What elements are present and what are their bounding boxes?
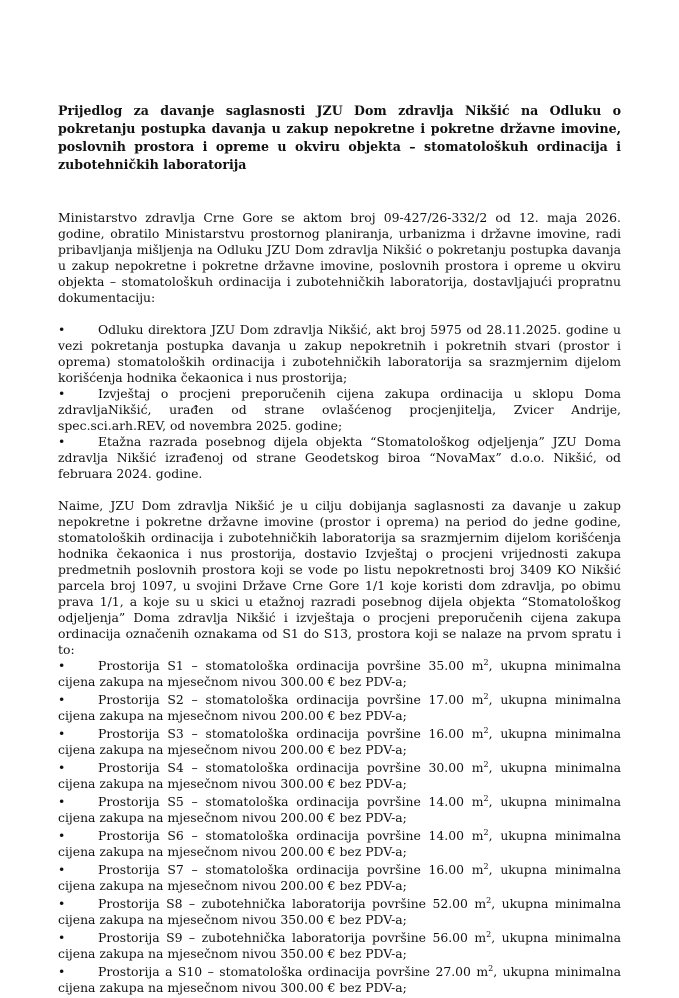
bullet-icon: •	[58, 862, 66, 877]
list-item: • Prostorija S9 – zubotehnička laboratorija površine 56.00 $m^2$, ukupna minimalna cijena zakupa na mjesečnom nivou 350.00 € bez PDV-a;	[58, 929, 621, 961]
list-item: • Prostorija S2 – stomatološka ordinacija površine 17.00 $m^2$, ukupna minimalna cijena zakupa na mjesečnom nivou 200.00 € bez PDV-a;	[58, 691, 621, 723]
rooms-list	[58, 658, 621, 996]
list-item: • Prostorija S1 – stomatološka ordinacija površine 35.00 $m^2$, ukupna minimalna cijena zakupa na mjesečnom nivou 300.00 € bez PDV-a;	[58, 657, 621, 689]
list-item: • Prostorija S8 – zubotehnička laboratorija površine 52.00 $m^2$, ukupna minimalna cijena zakupa na mjesečnom nivou 350.00 € bez PDV-a;	[58, 895, 621, 927]
bullet-icon: •	[58, 386, 66, 401]
intro-paragraph: Ministarstvo zdravlja Crne Gore se aktom broj 09-427/26-332/2 od 12. maja 2026. godine, obratilo Ministarstvu prostornog planiranja, urbanizma i državne imovine, radi pribavljanja mišljenja na Odluku JZU Dom zdravlja Nikšić o pokretanju postupka davanja u zakup nepokretne i pokretne državne imovine, poslovnih prostora i opreme u okviru objekta – stomatološkuh ordinacija i zubotehničkih laboratorija, dostavljajući propratnu dokumentaciju:	[58, 210, 621, 305]
bullet-icon: •	[58, 322, 66, 337]
list-item: • Prostorija S4 – stomatološka ordinacija površine 30.00 $m^2$, ukupna minimalna cijena zakupa na mjesečnom nivou 300.00 € bez PDV-a;	[58, 759, 621, 791]
document-page	[58, 102, 621, 998]
bullet-icon: •	[58, 930, 66, 945]
body-paragraph: Naime, JZU Dom zdravlja Nikšić je u cilju dobijanja saglasnosti za davanje u zakup nepokretne i pokretne državne imovine (prostor i oprema) na period do jedne godine, stomatoloških ordinacija i zubotehničkih laboratorija sa srazmjernim dijelom korišćenja hodnika čekaonica i nus prostorija, dostavio Izvještaj o procjeni vrijednosti zakupa predmetnih poslovnih prostora koji se vode po listu nepokretnosti broj 3409 KO Nikšić parcela broj 1097, u svojini Države Crne Gore 1/1 koje koristi dom zdravlja, po obimu prava 1/1, a koje su u skici u etažnoj razradi posebnog dijela objekta “Stomatološkog odjeljenja” Doma zdravlja Nikšić i izvještaja o procjeni preporučenih cijena zakupa ordinacija označenih oznakama od S1 do S13, prostora koji se nalaze na prvom spratu i to:	[58, 498, 621, 657]
list-item: • Prostorija S5 – stomatološka ordinacija površine 14.00 $m^2$, ukupna minimalna cijena zakupa na mjesečnom nivou 200.00 € bez PDV-a;	[58, 793, 621, 825]
bullet-icon: •	[58, 964, 66, 979]
bullet-icon: •	[58, 726, 66, 741]
list-item: • Izvještaj o procjeni preporučenih cijena zakupa ordinacija u sklopu Doma zdravljaNikšić, urađen od strane ovlašćenog procjenjitelja, Zvicer Andrije, spec.sci.arh.REV, od novembra 2025. godine;	[58, 386, 621, 433]
list-item: • Etažna razrada posebnog dijela objekta “Stomatološkog odjeljenja” JZU Doma zdravlja Nikšić izrađenoj od strane Geodetskog biroa “NovaMax” d.o.o. Nikšić, od februara 2024. godine.	[58, 434, 621, 481]
bullet-icon: •	[58, 794, 66, 809]
list-item: • Prostorija S7 – stomatološka ordinacija površine 16.00 $m^2$, ukupna minimalna cijena zakupa na mjesečnom nivou 200.00 € bez PDV-a;	[58, 861, 621, 893]
list-item: • Prostorija a S10 – stomatološka ordinacija površine 27.00 $m^2$, ukupna minimalna cijena zakupa na mjesečnom nivou 300.00 € bez PDV-a;	[58, 963, 621, 995]
list-item: • Odluku direktora JZU Dom zdravlja Nikšić, akt broj 5975 od 28.11.2025. godine u vezi pokretanja postupka davanja u zakup nepokretnih i pokretnih stvari (prostor i oprema) stomatoloških ordinacija i zubotehničkih laboratorija sa srazmjernim dijelom korišćenja hodnika čekaonica i nus prostorija;	[58, 322, 621, 385]
bullet-icon: •	[58, 760, 66, 775]
bullet-icon: •	[58, 692, 66, 707]
list-item: • Prostorija S6 – stomatološka ordinacija površine 14.00 $m^2$, ukupna minimalna cijena zakupa na mjesečnom nivou 200.00 € bez PDV-a;	[58, 827, 621, 859]
bullet-icon: •	[58, 434, 66, 449]
list-item: • Prostorija S3 – stomatološka ordinacija površine 16.00 $m^2$, ukupna minimalna cijena zakupa na mjesečnom nivou 200.00 € bez PDV-a;	[58, 725, 621, 757]
documents-list	[58, 322, 621, 482]
bullet-icon: •	[58, 658, 66, 673]
bullet-icon: •	[58, 896, 66, 911]
document-title: Prijedlog za davanje saglasnosti JZU Dom zdravlja Nikšić na Odluku o pokretanju postupka davanja u zakup nepokretne i pokretne državne imovine, poslovnih prostora i opreme u okviru objekta – stomatološkuh ordinacija i zubotehničkih laboratorija	[58, 103, 621, 172]
bullet-icon: •	[58, 828, 66, 843]
